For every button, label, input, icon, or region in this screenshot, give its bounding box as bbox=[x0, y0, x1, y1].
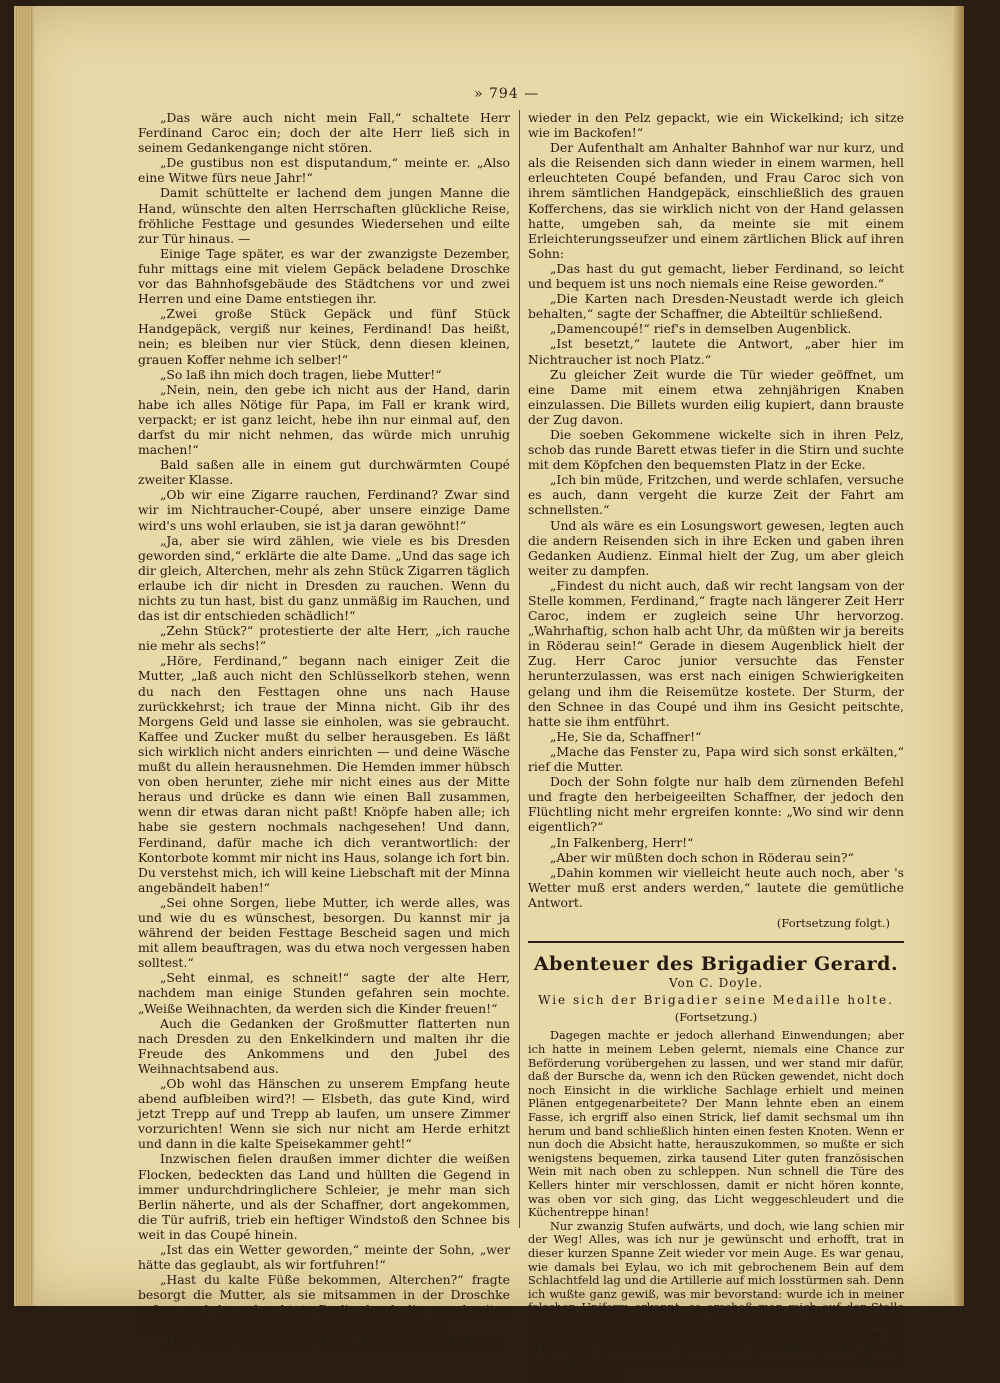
story-subtitle: Wie sich der Brigadier seine Medaille holte. bbox=[538, 993, 894, 1008]
paragraph: „Mache das Fenster zu, Papa wird sich sonst erkälten,“ rief die Mutter. bbox=[528, 743, 904, 775]
paragraph: Bald saßen alle in einem gut durchwärmten Coupé zweiter Klasse. bbox=[138, 457, 510, 488]
paragraph: Und als wäre es ein Losungswort gewesen, legten auch die andern Reisenden sich in ihre Ecken und gaben ihren Gedanken Audienz. Einmal hielt der Zug, um aber gleich weiter zu dampfen. bbox=[528, 517, 904, 578]
paragraph: „Zehn Stück?“ protestierte der alte Herr, „ich rauche nie mehr als sechs!“ bbox=[138, 623, 510, 654]
page-number: » 794 — bbox=[474, 86, 540, 102]
paragraph: „Die Karten nach Dresden-Neustadt werde ich gleich behalten,“ sagte der Schaffner, die Abteiltür schließend. bbox=[528, 291, 904, 322]
paragraph: „Nein, nein, den gebe ich nicht aus der Hand, darin habe ich alles Nötige für Papa, im Fall er krank wird, verpackt; er ist ganz leicht, hebe ihn nur einmal auf, den darfst du mir nicht nehmen, das würde mich unruhig machen!“ bbox=[138, 381, 510, 458]
right-column-text bbox=[528, 110, 904, 910]
paragraph: Der Aufenthalt am Anhalter Bahnhof war nur kurz, und als die Reisenden sich dann wieder in einem warmen, hell erleuchteten Coupé befanden, und Frau Caroc sich von ihrem sämtlichen Handgepäck, einschließlich des grauen Kofferchens, das sie wirklich nicht von der Hand gelassen hatte, umgeben sah, da meinte sie mit einem Erleichterungsseufzer und einem zärtlichen Blick auf ihren Sohn: bbox=[528, 140, 904, 261]
paragraph: „Findest du nicht auch, daß wir recht langsam von der Stelle kommen, Ferdinand,“ fragte nach längerer Zeit Herr Caroc, indem er zugleich seine Uhr hervorzog. „Wahrhaftig, schon halb acht Uhr, da müßten wir ja bereits in Röderau sein!“ Gerade in diesem Augenblick hielt der Zug. Herr Caroc junior versuchte das Fenster herunterzulassen, was erst nach einigen Schwierigkeiten gelang und ihm die Reisemütze kostete. Der Sturm, der den Schnee in das Coupé und ihm ins Gesicht peitschte, hatte sie ihm entführt. bbox=[528, 577, 904, 729]
section-separator bbox=[528, 941, 904, 943]
paragraph: „Das wäre auch nicht mein Fall,“ schaltete Herr Ferdinand Caroc ein; doch der alte Herr ließ sich in seinem Gedankengange nicht stören. bbox=[138, 110, 510, 156]
paragraph: „Hast du kalte Füße bekommen, Alterchen?“ fragte besorgt die Mutter, als sie mitsammen in der Droschke saßen, und das erleuchtete Berlin durch die verschneiten Wagenfenster schattenhaft an ihnen vorüberflog. bbox=[138, 1272, 510, 1333]
paragraph: Damit schüttelte er lachend dem jungen Manne die Hand, wünschte den alten Herrschaften glückliche Reise, fröhliche Festtage und gesundes Wiedersehen und eilte zur Tür hinaus. — bbox=[138, 185, 510, 246]
column-divider bbox=[519, 110, 520, 1228]
story-author: Von C. Doyle. bbox=[668, 976, 764, 991]
paragraph: Die soeben Gekommene wickelte sich in ihren Pelz, schob das runde Barett etwas tiefer in die Stirn und suchte mit dem Köpfchen den bequemsten Platz in der Ecke. bbox=[528, 426, 904, 473]
paragraph: „Ich bin müde, Fritzchen, und werde schlafen, versuche es auch, dann vergeht die kurze Zeit der Fahrt am schnellsten.“ bbox=[528, 472, 904, 518]
right-column bbox=[528, 110, 904, 1383]
paragraph: Dagegen machte er jedoch allerhand Einwendungen; aber ich hatte in meinem Leben gelernt, niemals eine Chance zur Beförderung vorübergehen zu lassen, und wer stand mir dafür, daß der Bursche da, wenn ich den Rücken gewendet, nicht doch noch Einsicht in die wirkliche Sachlage erhielt und meinen Plänen entgegenarbeitete? Der Mann lehnte eben an einem Fasse, ich ergriff also einen Strick, lief damit sechsmal um ihn herum und band schließlich hinten einen festen Knoten. Wenn er nun doch die Absicht hatte, herauszukommen, so mußte er sich wenigstens bequemen, zirka tausend Liter guten französischen Wein mit nach oben zu schleppen. Nun schnell die Türe des Kellers hinter mir verschlossen, damit er nicht hören konnte, was oben vor sich ging, das Licht weggeschleudert und die Küchentreppe hinan! bbox=[528, 1029, 904, 1220]
page-edge-right bbox=[952, 6, 964, 1306]
paragraph: „Sei ohne Sorgen, liebe Mutter, ich werde alles, was und wie du es wünschest, besorgen. Du kannst mir ja während der beiden Festtage Bescheid sagen und mich mit allem beauftragen, was du etwa noch vergessen haben solltest.“ bbox=[138, 894, 510, 971]
paragraph: „Aber wir müßten doch schon in Röderau sein?“ bbox=[550, 849, 854, 865]
paragraph: „Zwei große Stück Gepäck und fünf Stück Handgepäck, vergiß nur keines, Ferdinand! Das heißt, nein; es bleiben nur vier Stück, denn diesen kleinen, grauen Koffer nehme ich selber!“ bbox=[138, 306, 510, 367]
paragraph: „Das wäre,“ rief der alte Herr, „du hast mich ja gleich bbox=[160, 1332, 500, 1348]
paragraph: „So laß ihn mich doch tragen, liebe Mutter!“ bbox=[160, 366, 442, 382]
paragraph: „Ja, aber sie wird zählen, wie viele es bis Dresden geworden sind,“ erklärte die alte Dame. „Und das sage ich dir gleich, Alterchen, mehr als zehn Stück Zigarren täglich erlaube ich dir nicht in Dresden zu rauchen. Wenn du nichts zu tun hast, bist du ganz unmäßig im Rauchen, und das ist dir entschieden schädlich!“ bbox=[138, 532, 510, 624]
page-edge-left bbox=[14, 6, 34, 1306]
story-series-note: (Fortsetzung.) bbox=[674, 1010, 758, 1025]
paragraph: „Seht einmal, es schneit!“ sagte der alte Herr, nachdem man einige Stunden gefahren sein mochte. „Weiße Weihnachten, da werden sich die Kinder freuen!“ bbox=[138, 970, 510, 1016]
story-title: Abenteuer des Brigadier Gerard. bbox=[533, 953, 899, 976]
paragraph: „In Falkenberg, Herr!“ bbox=[550, 834, 694, 850]
paragraph: „Ist das ein Wetter geworden,“ meinte der Sohn, „wer hätte das geglaubt, als wir fortfuhren!“ bbox=[138, 1242, 510, 1273]
continued-note: (Fortsetzung folgt.) bbox=[776, 915, 890, 930]
paragraph: „Höre, Ferdinand,“ begann nach einiger Zeit die Mutter, „laß auch nicht den Schlüsselkorb stehen, wenn du nach den Festtagen ohne uns nach Hause zurückkehrst; ich traue der Minna nicht. Gib ihr des Morgens Geld und lasse sie einholen, was sie gebraucht. Kaffee und Zucker mußt du selber herausgeben. Es läßt sich wirklich nicht anders einrichten — und deine Wäsche mußt du allein herausnehmen. Die Hemden immer hübsch von oben herunter, ziehe mir nicht eines aus der Mitte heraus und drücke es dann wie einen Ball zusammen, wenn dir etwas daran nicht paßt! Knöpfe haben alle; ich habe sie gestern nochmals nachgesehen! Und dann, Ferdinand, dafür mache ich dich verantwortlich: der Kontorbote kommt mir nicht ins Haus, solange ich fort bin. Du verstehst mich, ich will keine Liebschaft mit der Minna angebändelt haben!“ bbox=[138, 653, 510, 895]
paragraph: Doch der Sohn folgte nur halb dem zürnenden Befehl und fragte den herbeigeeilten Schaffner, der jedoch den Flüchtling nicht mehr ergreifen konnte: „Wo sind wir denn eigentlich?“ bbox=[528, 774, 904, 835]
paragraph: Einige Tage später, es war der zwanzigste Dezember, fuhr mittags eine mit vielem Gepäck beladene Droschke vor das Bahnhofsgebäude des Städtchens vor und zwei Herren und eine Dame entstiegen ihr. bbox=[138, 245, 510, 307]
paragraph: Zu gleicher Zeit wurde die Tür wieder geöffnet, um eine Dame mit einem etwa zehnjährigen Knaben einzulassen. Die Billets wurden eilig kupiert, dann brauste der Zug davon. bbox=[528, 366, 904, 427]
paragraph: Inzwischen fielen draußen immer dichter die weißen Flocken, bedeckten das Land und hüllten die Gegend in immer undurchdringlichere Schleier, je mehr man sich Berlin näherte, und als der Schaffner, dort angekommen, die Tür aufriß, trieb ein heftiger Windstoß den Schnee bis weit in das Coupé hinein. bbox=[138, 1151, 510, 1242]
newspaper-page bbox=[14, 6, 964, 1383]
story-body bbox=[528, 1029, 904, 1382]
paragraph: Auch die Gedanken der Großmutter flatterten nun nach Dresden zu den Enkelkindern und malten ihr die Freude des Ankommens und den Jubel des Weihnachtsabend aus. bbox=[138, 1015, 510, 1076]
paragraph: „Ist besetzt,“ lautete die Antwort, „aber hier im Nichtraucher ist noch Platz.“ bbox=[528, 336, 904, 367]
paragraph: Nur zwanzig Stufen aufwärts, und doch, wie lang schien mir der Weg! Alles, was ich nur je gewünscht und erhofft, trat in dieser kurzen Spanne Zeit wieder vor mein Auge. Es war genau, wie damals bei Eylau, wo ich mit gebrochenem Bein auf dem Schlachtfeld lag und die Artillerie auf mich losstürmen sah. Denn ich wußte ganz gewiß, was mir bevorstand: wurde ich in meiner falschen Uniform erkannt, so erschoß man mich auf der Stelle als Spion. Und dennoch! Welch ruhmvoller Tod, ein Tod direkt im Dienste meines Kaisers! Das warf sicherlich fünf Zeilen im „Moniteur“ für mich ab, wenn nicht gar sieben! Hatte Palarat doch acht bekommen, und seine Karriere war nicht so glänzend wie die meinige. bbox=[528, 1219, 904, 1383]
paragraph: „Das hast du gut gemacht, lieber Ferdinand, so leicht und bequem ist uns noch niemals eine Reise geworden.“ bbox=[528, 260, 904, 292]
paragraph: „He, Sie da, Schaffner!“ bbox=[550, 728, 702, 744]
paragraph: „Ob wohl das Hänschen zu unserem Empfang heute abend aufbleiben wird?! — Elsbeth, das gute Kind, wird jetzt Trepp auf und Trepp ab laufen, um unsere Zimmer vorzurichten! Wenn sie sich nur nicht am Herde erhitzt und dann in die kalte Speisekammer geht!“ bbox=[138, 1076, 510, 1152]
paragraph: „Ob wir eine Zigarre rauchen, Ferdinand? Zwar sind wir im Nichtraucher-Coupé, aber unsere einzige Dame wird's uns wohl erlauben, sie ist ja daran gewöhnt!“ bbox=[138, 487, 510, 533]
paragraph: „Dahin kommen wir vielleicht heute auch noch, aber 's Wetter muß erst anders werden,“ lautete die gemütliche Antwort. bbox=[528, 864, 904, 910]
paragraph: „De gustibus non est disputandum,“ meinte er. „Also eine Witwe fürs neue Jahr!“ bbox=[138, 155, 510, 186]
paragraph: wieder in den Pelz gepackt, wie ein Wickelkind; ich sitze wie im Backofen!“ bbox=[528, 110, 904, 141]
left-column bbox=[138, 110, 510, 1348]
paragraph: „Damencoupé!“ rief's in demselben Augenblick. bbox=[550, 321, 852, 337]
